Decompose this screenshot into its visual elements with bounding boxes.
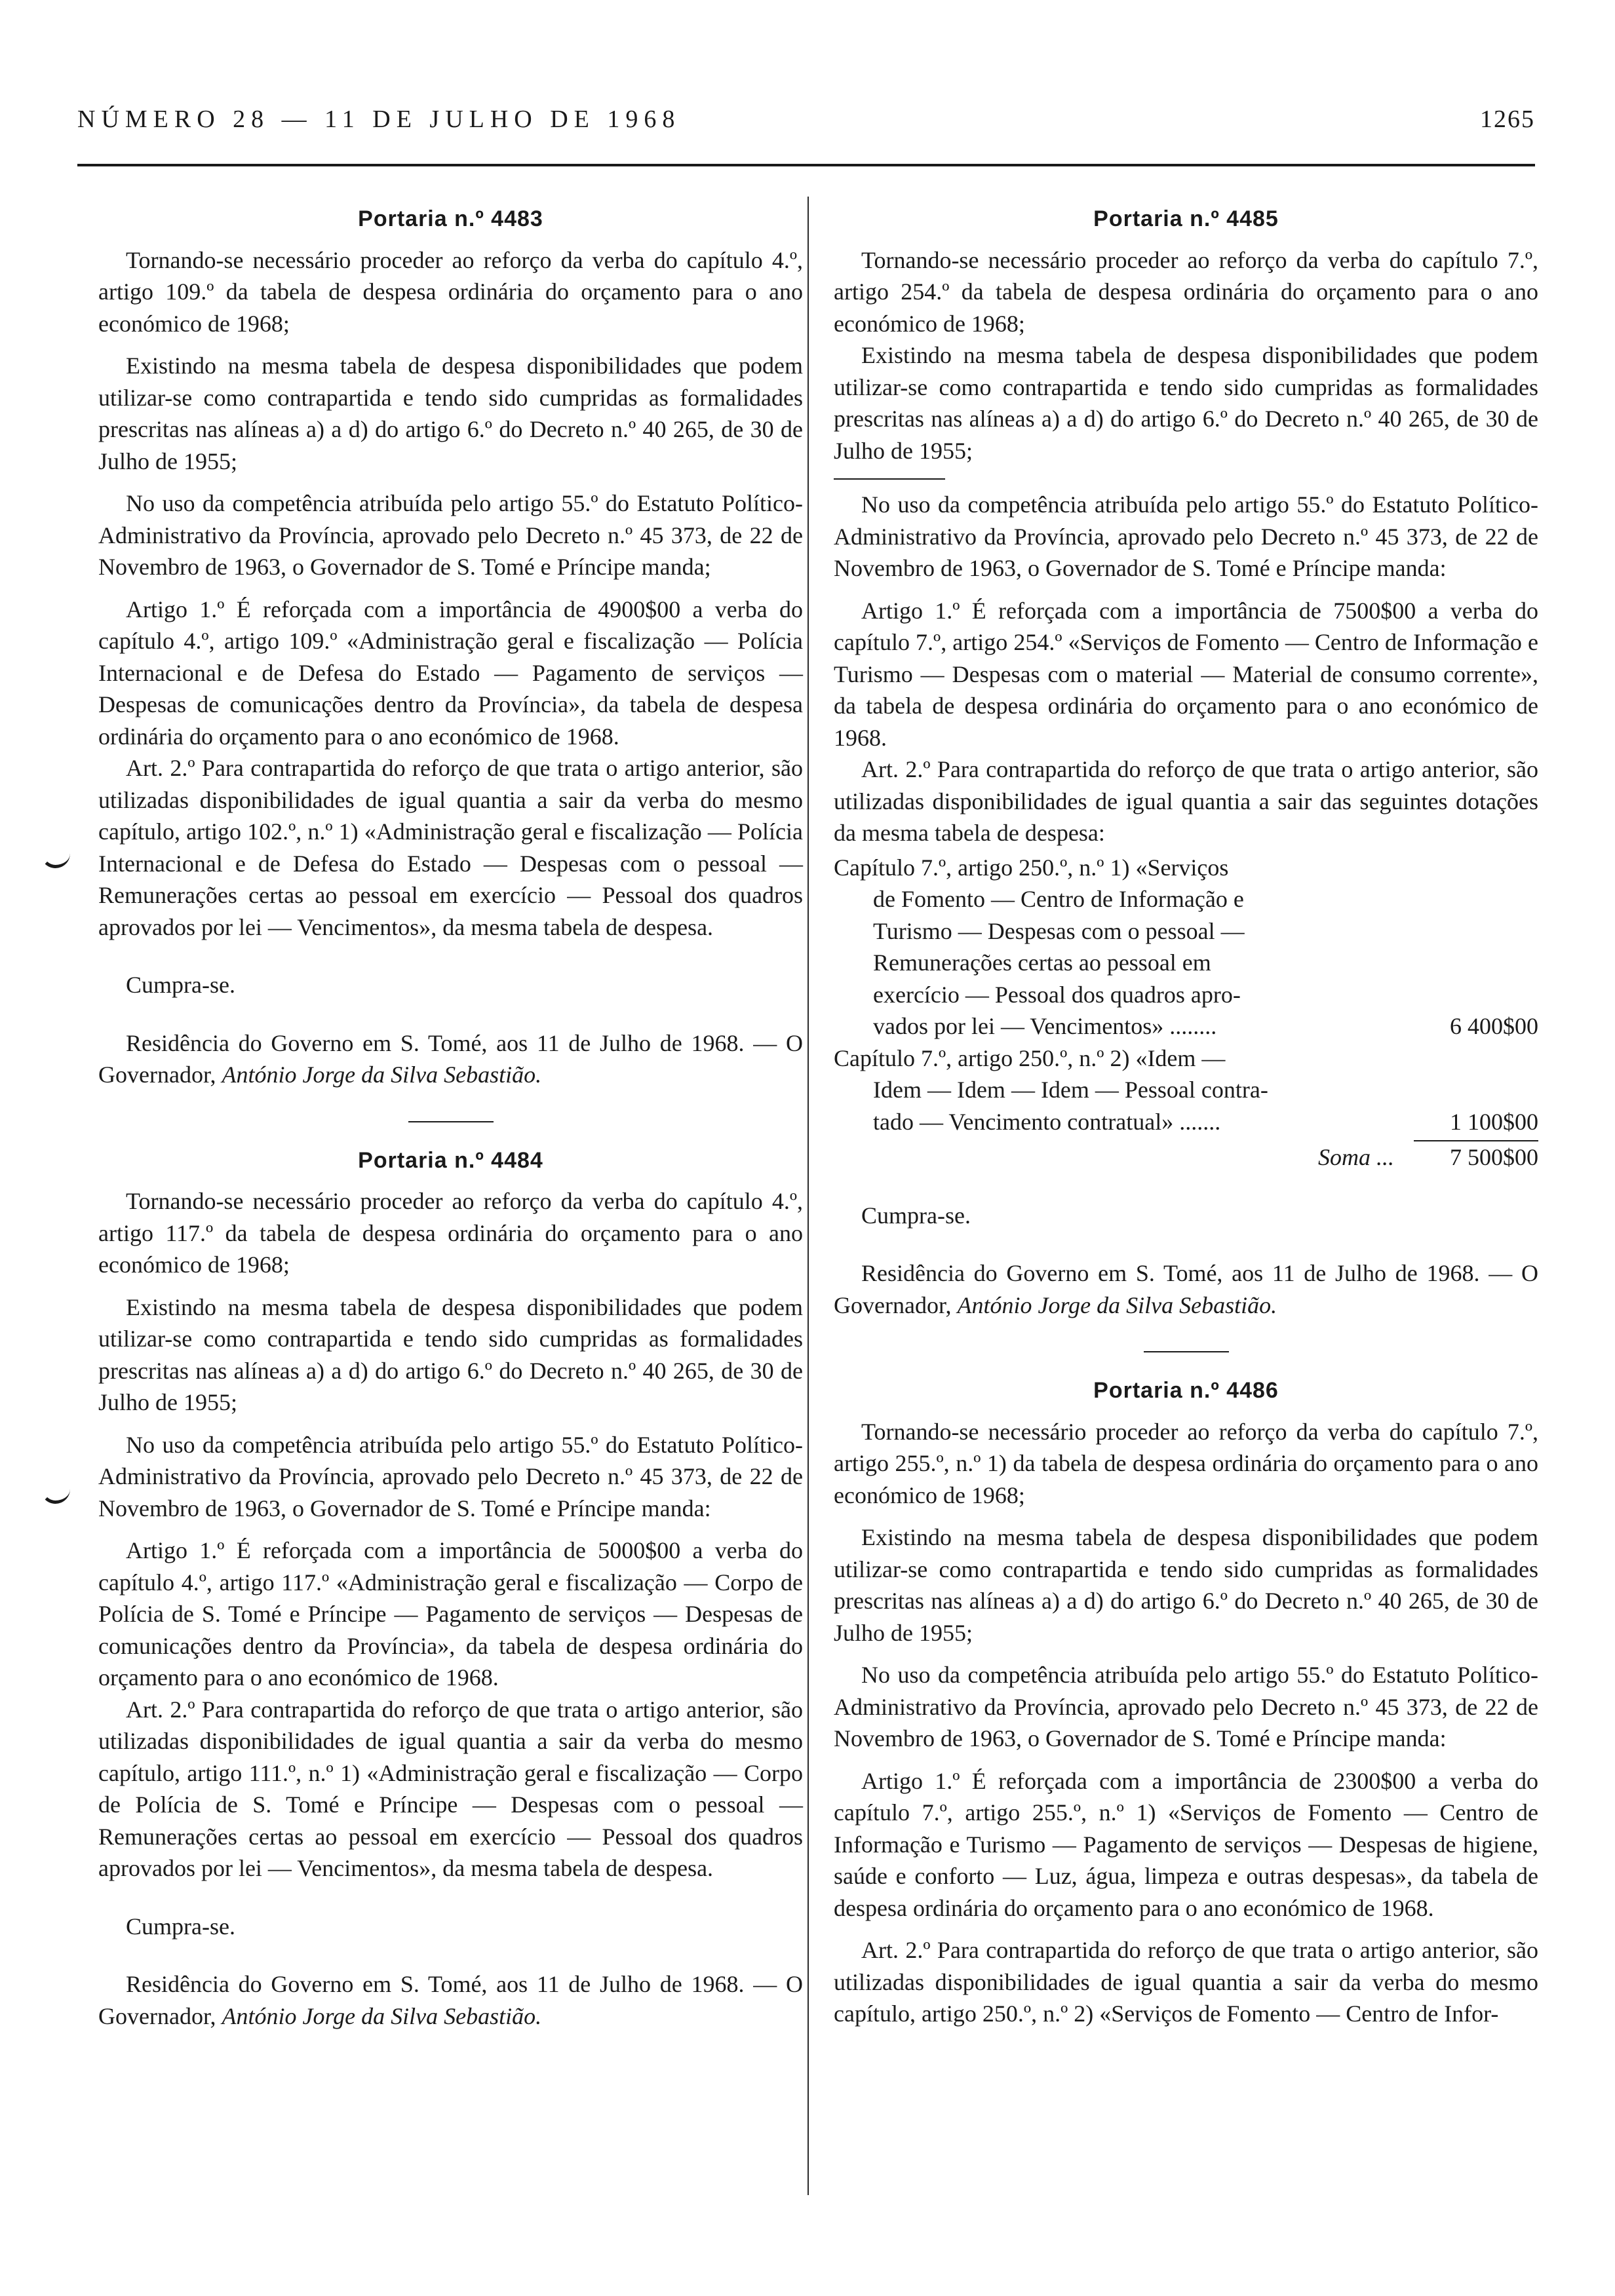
budget-line: Turismo — Despesas com o pessoal —	[873, 917, 1245, 944]
budget-line: Capítulo 7.º, artigo 250.º, n.º 1) «Serviços	[834, 854, 1229, 881]
paragraph: Tornando-se necessário proceder ao reforço da verba do capítulo 4.º, artigo 109.º da tabela de despesa ordinária do orçamento para o ano económico de 1968;	[98, 246, 803, 337]
paragraph: Art. 2.º Para contrapartida do reforço de que trata o artigo anterior, são utilizadas disponibilidades de igual quantia a sair da verba do mesmo capítulo, artigo 250.º, n.º 2) «Serviços de Fomento — Centro de Infor-	[834, 1937, 1538, 2027]
cumpra-se: Cumpra-se.	[126, 972, 235, 998]
paragraph: Existindo na mesma tabela de despesa disponibilidades que podem utilizar-se como contrapartida e tendo sido cumpridas as formalidades prescritas nas alíneas a) a d) do artigo 6.º do Decreto n.º 40 265, de 30 de Julho de 1955;	[98, 353, 803, 474]
paragraph: Existindo na mesma tabela de despesa disponibilidades que podem utilizar-se como contrapartida e tendo sido cumpridas as formalidades prescritas nas alíneas a) a d) do artigo 6.º do Decreto n.º 40 265, de 30 de Julho de 1955;	[98, 1293, 803, 1415]
total-label: Soma ...	[1318, 1144, 1394, 1170]
paragraph: Artigo 1.º É reforçada com a importância de 7500$00 a verba do capítulo 7.º, artigo 254.º «Serviços de Fomento — Centro de Informação e Turismo — Despesas com o material — Material de consumo corrente», da tabela de despesa ordinária do orçamento para o ano económico de 1968.	[834, 597, 1538, 751]
signatory: António Jorge da Silva Sebastião.	[222, 2002, 542, 2029]
paragraph: Art. 2.º Para contrapartida do reforço de que trata o artigo anterior, são utilizadas disponibilidades de igual quantia a sair da verba do mesmo capítulo, artigo 102.º, n.º 1) «Administração geral e fiscalização — Polícia Internacional e de Defesa do Estado — Despesas com o pessoal — Remunerações certas ao pessoal em exercício — Pessoal dos quadros aprovados por lei — Vencimentos», da mesma tabela de despesa.	[98, 755, 803, 940]
budget-entry	[834, 852, 1538, 1043]
margin-punch-mark	[41, 847, 70, 868]
budget-table	[834, 852, 1538, 1174]
page-header	[77, 105, 1535, 134]
paragraph: Existindo na mesma tabela de despesa disponibilidades que podem utilizar-se como contrapartida e tendo sido cumpridas as formalidades prescritas nas alíneas a) a d) do artigo 6.º do Decreto n.º 40 265, de 30 de Julho de 1955;	[834, 342, 1538, 464]
residence-line	[98, 1968, 803, 2032]
budget-line: Remunerações certas ao pessoal em	[873, 949, 1211, 976]
budget-line: Idem — Idem — Idem — Pessoal contra-	[873, 1077, 1268, 1103]
right-column	[834, 203, 1538, 2030]
portaria-title: Portaria n.º 4486	[1093, 1378, 1279, 1403]
paragraph: No uso da competência atribuída pelo artigo 55.º do Estatuto Político-Administrativo da Província, aprovado pelo Decreto n.º 45 373, de 22 de Novembro de 1963, o Governador de S. Tomé e Príncipe manda;	[98, 490, 803, 580]
cumpra-se: Cumpra-se.	[861, 1202, 971, 1229]
paragraph: Art. 2.º Para contrapartida do reforço de que trata o artigo anterior, são utilizadas disponibilidades de igual quantia a sair da verba do mesmo capítulo, artigo 111.º, n.º 1) «Administração geral e fiscalização — Corpo de Polícia de S. Tomé e Príncipe — Despesas com o pessoal — Remunerações certas ao pessoal em exercício — Pessoal dos quadros aprovados por lei — Vencimentos», da mesma tabela de despesa.	[98, 1696, 803, 1881]
portaria-title: Portaria n.º 4485	[1093, 206, 1279, 231]
budget-total	[834, 1140, 1538, 1174]
header-rule	[77, 164, 1535, 166]
portaria-4483	[98, 203, 803, 1091]
budget-amount: 1 100$00	[1450, 1108, 1538, 1135]
section-separator	[408, 1121, 494, 1122]
budget-line: Capítulo 7.º, artigo 250.º, n.º 2) «Idem —	[834, 1044, 1226, 1071]
total-amount: 7 500$00	[1414, 1140, 1538, 1174]
paragraph: No uso da competência atribuída pelo artigo 55.º do Estatuto Político-Administrativo da Província, aprovado pelo Decreto n.º 45 373, de 22 de Novembro de 1963, o Governador de S. Tomé e Príncipe manda:	[834, 491, 1538, 581]
portaria-4485	[834, 203, 1538, 1321]
budget-line: exercício — Pessoal dos quadros apro-	[873, 981, 1241, 1008]
budget-amount: 6 400$00	[1450, 1013, 1538, 1039]
portaria-title: Portaria n.º 4483	[358, 206, 543, 231]
residence-text: Residência do Governo em S. Tomé, aos 11 de Julho de 1968. — O Governador,	[98, 1029, 803, 1088]
paragraph: Tornando-se necessário proceder ao reforço da verba do capítulo 4.º, artigo 117.º da tabela de despesa ordinária do orçamento para o ano económico de 1968;	[98, 1188, 803, 1278]
budget-line: tado — Vencimento contratual» .......	[873, 1108, 1221, 1135]
signatory: António Jorge da Silva Sebastião.	[222, 1062, 542, 1088]
paragraph: Tornando-se necessário proceder ao reforço da verba do capítulo 7.º, artigo 255.º, n.º 1) da tabela de despesa ordinária do orçamento para o ano económico de 1968;	[834, 1418, 1538, 1508]
paragraph: Artigo 1.º É reforçada com a importância de 2300$00 a verba do capítulo 7.º, artigo 255.º, n.º 1) «Serviços de Fomento — Centro de Informação e Turismo — Pagamento de serviços — Despesas de higiene, saúde e conforto — Luz, água, limpeza e outras despesas», da tabela de despesa ordinária do orçamento para o ano económico de 1968.	[834, 1767, 1538, 1921]
paragraph: Existindo na mesma tabela de despesa disponibilidades que podem utilizar-se como contrapartida e tendo sido cumpridas as formalidades prescritas nas alíneas a) a d) do artigo 6.º do Decreto n.º 40 265, de 30 de Julho de 1955;	[834, 1524, 1538, 1646]
residence-text: Residência do Governo em S. Tomé, aos 11 de Julho de 1968. — O Governador,	[834, 1260, 1538, 1318]
residence-line	[98, 1027, 803, 1091]
portaria-title: Portaria n.º 4484	[358, 1147, 543, 1173]
paragraph: No uso da competência atribuída pelo artigo 55.º do Estatuto Político-Administrativo da Província, aprovado pelo Decreto n.º 45 373, de 22 de Novembro de 1963, o Governador de S. Tomé e Príncipe manda:	[834, 1662, 1538, 1751]
paragraph: Art. 2.º Para contrapartida do reforço de que trata o artigo anterior, são utilizadas disponibilidades de igual quantia a sair das seguintes dotações da mesma tabela de despesa:	[834, 756, 1538, 846]
cumpra-se: Cumpra-se.	[126, 1913, 235, 1940]
signatory: António Jorge da Silva Sebastião.	[957, 1292, 1277, 1318]
residence-text: Residência do Governo em S. Tomé, aos 11 de Julho de 1968. — O Governador,	[98, 1971, 803, 2029]
budget-line: de Fomento — Centro de Informação e	[873, 886, 1244, 912]
left-column	[98, 203, 803, 2032]
residence-line	[834, 1257, 1538, 1321]
paragraph: Tornando-se necessário proceder ao reforço da verba do capítulo 7.º, artigo 254.º da tabela de despesa ordinária do orçamento para o ano económico de 1968;	[834, 246, 1538, 337]
column-divider	[808, 197, 809, 2195]
budget-line: vados por lei — Vencimentos» ........	[873, 1013, 1217, 1039]
page-number: 1265	[1480, 105, 1535, 133]
paragraph: No uso da competência atribuída pelo artigo 55.º do Estatuto Político-Administrativo da Província, aprovado pelo Decreto n.º 45 373, de 22 de Novembro de 1963, o Governador de S. Tomé e Príncipe manda:	[98, 1431, 803, 1521]
paragraph: Artigo 1.º É reforçada com a importância de 5000$00 a verba do capítulo 4.º, artigo 117.º «Administração geral e fiscalização — Corpo de Polícia de S. Tomé e Príncipe — Pagamento de serviços — Despesas de comunicações dentro da Província», da tabela de despesa ordinária do orçamento para o ano económico de 1968.	[98, 1537, 803, 1691]
paragraph: Artigo 1.º É reforçada com a importância de 4900$00 a verba do capítulo 4.º, artigo 109.º «Administração geral e fiscalização — Polícia Internacional e de Defesa do Estado — Pagamento de serviços — Despesas de comunicações dentro da Província», da tabela de despesa ordinária do orçamento para o ano económico de 1968.	[98, 596, 803, 750]
section-separator	[1144, 1351, 1229, 1352]
issue-line: NÚMERO 28 — 11 DE JULHO DE 1968	[77, 105, 681, 133]
portaria-4484	[98, 1145, 803, 2033]
paragraph-rule	[834, 478, 945, 480]
budget-entry	[834, 1043, 1538, 1138]
portaria-4486	[834, 1375, 1538, 2030]
margin-punch-mark	[41, 1482, 70, 1504]
